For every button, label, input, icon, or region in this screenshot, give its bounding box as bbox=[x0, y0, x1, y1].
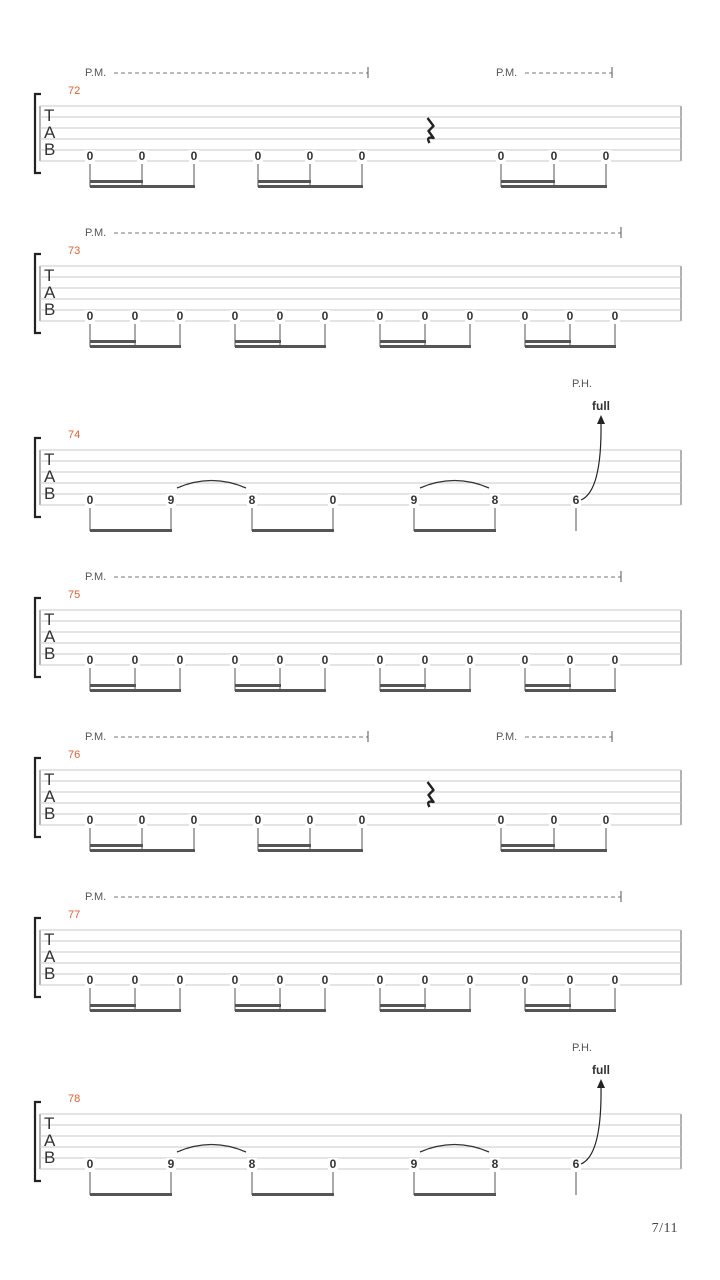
beam bbox=[258, 185, 363, 188]
staff-system bbox=[35, 1042, 681, 1196]
tab-clef-letter: B bbox=[44, 1148, 56, 1167]
tab-clef-letter: B bbox=[44, 644, 56, 663]
fret-number: 0 bbox=[466, 309, 474, 323]
fret-number: 9 bbox=[410, 1157, 418, 1171]
palm-mute-label: P.M. bbox=[85, 67, 107, 79]
tab-clef-letter: A bbox=[44, 787, 56, 806]
fret-number: 0 bbox=[602, 149, 610, 163]
fret-number: 0 bbox=[376, 653, 384, 667]
fret-number: 0 bbox=[611, 653, 619, 667]
fret-number: 0 bbox=[321, 973, 329, 987]
fret-number: 0 bbox=[376, 309, 384, 323]
fret-number: 0 bbox=[131, 653, 139, 667]
fret-number: 0 bbox=[421, 973, 429, 987]
fret-number: 0 bbox=[497, 149, 505, 163]
beam bbox=[90, 1193, 172, 1196]
slur-arc bbox=[420, 481, 489, 489]
fret-number: 0 bbox=[131, 309, 139, 323]
beam bbox=[414, 1193, 496, 1196]
beam bbox=[90, 849, 195, 852]
fret-number: 0 bbox=[329, 1157, 337, 1171]
pinch-harmonic-label: P.H. bbox=[572, 1042, 592, 1054]
beam bbox=[252, 529, 334, 532]
beam-secondary bbox=[258, 844, 311, 847]
fret-number: 0 bbox=[86, 493, 94, 507]
beam-secondary bbox=[90, 1004, 136, 1007]
fret-number: 0 bbox=[306, 149, 314, 163]
beam-secondary bbox=[380, 684, 426, 687]
palm-mute-label: P.M. bbox=[85, 227, 107, 239]
beam-secondary bbox=[525, 684, 571, 687]
fret-number: 0 bbox=[86, 149, 94, 163]
beam-secondary bbox=[90, 684, 136, 687]
fret-number: 0 bbox=[550, 813, 558, 827]
fret-number: 9 bbox=[167, 493, 175, 507]
palm-mute-label: P.M. bbox=[85, 571, 107, 583]
measure-number: 78 bbox=[68, 1093, 81, 1105]
tab-clef-letter: T bbox=[44, 1114, 55, 1133]
fret-number: 8 bbox=[248, 1157, 256, 1171]
fret-number: 0 bbox=[497, 813, 505, 827]
beam bbox=[380, 1009, 471, 1012]
fret-number: 0 bbox=[521, 973, 529, 987]
beam-secondary bbox=[90, 340, 136, 343]
beam bbox=[90, 185, 195, 188]
bend-amount: full bbox=[592, 399, 610, 413]
fret-number: 0 bbox=[276, 653, 284, 667]
fret-number: 0 bbox=[231, 653, 239, 667]
beam bbox=[235, 345, 326, 348]
beam bbox=[501, 849, 607, 852]
staff-system bbox=[35, 67, 681, 188]
measure-number: 74 bbox=[68, 429, 81, 441]
beam bbox=[235, 1009, 326, 1012]
page-number: 7/11 bbox=[651, 1221, 678, 1236]
slur-arc bbox=[177, 1145, 246, 1153]
fret-number: 0 bbox=[86, 309, 94, 323]
fret-number: 0 bbox=[466, 653, 474, 667]
bend-amount: full bbox=[592, 1063, 610, 1077]
beam-secondary bbox=[90, 844, 143, 847]
staff-system bbox=[35, 891, 681, 1012]
beam-secondary bbox=[501, 844, 555, 847]
palm-mute-label: P.M. bbox=[496, 731, 518, 743]
fret-number: 0 bbox=[138, 813, 146, 827]
staff-system bbox=[35, 378, 681, 532]
fret-number: 0 bbox=[86, 653, 94, 667]
fret-number: 0 bbox=[329, 493, 337, 507]
fret-number: 0 bbox=[550, 149, 558, 163]
fret-number: 0 bbox=[421, 653, 429, 667]
tab-clef-letter: T bbox=[44, 450, 55, 469]
fret-number: 0 bbox=[86, 813, 94, 827]
fret-number: 8 bbox=[491, 493, 499, 507]
fret-number: 0 bbox=[566, 653, 574, 667]
beam bbox=[90, 345, 181, 348]
beam-secondary bbox=[501, 180, 555, 183]
fret-number: 0 bbox=[611, 973, 619, 987]
beam bbox=[235, 689, 326, 692]
fret-number: 0 bbox=[254, 813, 262, 827]
beam bbox=[525, 345, 616, 348]
fret-number: 0 bbox=[602, 813, 610, 827]
fret-number: 6 bbox=[572, 1157, 580, 1171]
fret-number: 6 bbox=[572, 493, 580, 507]
fret-number: 0 bbox=[321, 309, 329, 323]
fret-number: 0 bbox=[376, 973, 384, 987]
fret-number: 0 bbox=[190, 149, 198, 163]
beam bbox=[501, 185, 607, 188]
staff-system bbox=[35, 571, 681, 692]
fret-number: 0 bbox=[358, 149, 366, 163]
palm-mute-label: P.M. bbox=[85, 891, 107, 903]
beam-secondary bbox=[258, 180, 311, 183]
measure-number: 72 bbox=[68, 85, 81, 97]
tab-clef-letter: B bbox=[44, 140, 56, 159]
beam bbox=[414, 529, 496, 532]
beam-secondary bbox=[235, 684, 281, 687]
beam-secondary bbox=[380, 340, 426, 343]
fret-number: 9 bbox=[410, 493, 418, 507]
tab-clef-letter: T bbox=[44, 266, 55, 285]
fret-number: 0 bbox=[566, 973, 574, 987]
fret-number: 0 bbox=[190, 813, 198, 827]
fret-number: 0 bbox=[138, 149, 146, 163]
fret-number: 0 bbox=[306, 813, 314, 827]
beam bbox=[90, 689, 181, 692]
beam bbox=[90, 1009, 181, 1012]
tab-clef-letter: T bbox=[44, 770, 55, 789]
beam-secondary bbox=[235, 340, 281, 343]
fret-number: 8 bbox=[248, 493, 256, 507]
tab-clef-letter: B bbox=[44, 964, 56, 983]
fret-number: 0 bbox=[176, 973, 184, 987]
beam bbox=[380, 345, 471, 348]
tab-clef-letter: A bbox=[44, 123, 56, 142]
beam bbox=[90, 529, 172, 532]
tab-clef-letter: B bbox=[44, 484, 56, 503]
measure-number: 75 bbox=[68, 589, 81, 601]
beam bbox=[525, 689, 616, 692]
fret-number: 0 bbox=[176, 309, 184, 323]
measure-number: 73 bbox=[68, 245, 81, 257]
beam-secondary bbox=[525, 340, 571, 343]
tab-clef-letter: T bbox=[44, 930, 55, 949]
beam-secondary bbox=[525, 1004, 571, 1007]
tab-clef-letter: B bbox=[44, 804, 56, 823]
fret-number: 0 bbox=[276, 973, 284, 987]
fret-number: 0 bbox=[231, 973, 239, 987]
fret-number: 0 bbox=[358, 813, 366, 827]
fret-number: 0 bbox=[231, 309, 239, 323]
fret-number: 0 bbox=[611, 309, 619, 323]
staff-system bbox=[35, 731, 681, 852]
tab-clef-letter: A bbox=[44, 947, 56, 966]
measure-number: 77 bbox=[68, 909, 81, 921]
tab-clef-letter: T bbox=[44, 106, 55, 125]
pinch-harmonic-label: P.H. bbox=[572, 378, 592, 390]
fret-number: 0 bbox=[176, 653, 184, 667]
fret-number: 0 bbox=[276, 309, 284, 323]
slur-arc bbox=[177, 481, 246, 489]
fret-number: 0 bbox=[131, 973, 139, 987]
beam bbox=[525, 1009, 616, 1012]
tab-clef-letter: A bbox=[44, 627, 56, 646]
bend-arrow-head bbox=[597, 415, 605, 424]
fret-number: 0 bbox=[521, 653, 529, 667]
beam-secondary bbox=[90, 180, 143, 183]
fret-number: 0 bbox=[86, 1157, 94, 1171]
tab-clef-letter: A bbox=[44, 467, 56, 486]
beam-secondary bbox=[235, 1004, 281, 1007]
fret-number: 0 bbox=[86, 973, 94, 987]
fret-number: 8 bbox=[491, 1157, 499, 1171]
fret-number: 0 bbox=[521, 309, 529, 323]
beam bbox=[380, 689, 471, 692]
beam bbox=[258, 849, 363, 852]
fret-number: 9 bbox=[167, 1157, 175, 1171]
fret-number: 0 bbox=[321, 653, 329, 667]
tab-clef-letter: B bbox=[44, 300, 56, 319]
fret-number: 0 bbox=[466, 973, 474, 987]
fret-number: 0 bbox=[566, 309, 574, 323]
measure-number: 76 bbox=[68, 749, 81, 761]
tab-clef-letter: T bbox=[44, 610, 55, 629]
fret-number: 0 bbox=[254, 149, 262, 163]
tab-clef-letter: A bbox=[44, 1131, 56, 1150]
beam bbox=[252, 1193, 334, 1196]
palm-mute-label: P.M. bbox=[85, 731, 107, 743]
tab-clef-letter: A bbox=[44, 283, 56, 302]
bend-arrow-head bbox=[597, 1079, 605, 1088]
staff-system bbox=[35, 227, 681, 348]
beam-secondary bbox=[380, 1004, 426, 1007]
palm-mute-label: P.M. bbox=[496, 67, 518, 79]
fret-number: 0 bbox=[421, 309, 429, 323]
slur-arc bbox=[420, 1145, 489, 1153]
